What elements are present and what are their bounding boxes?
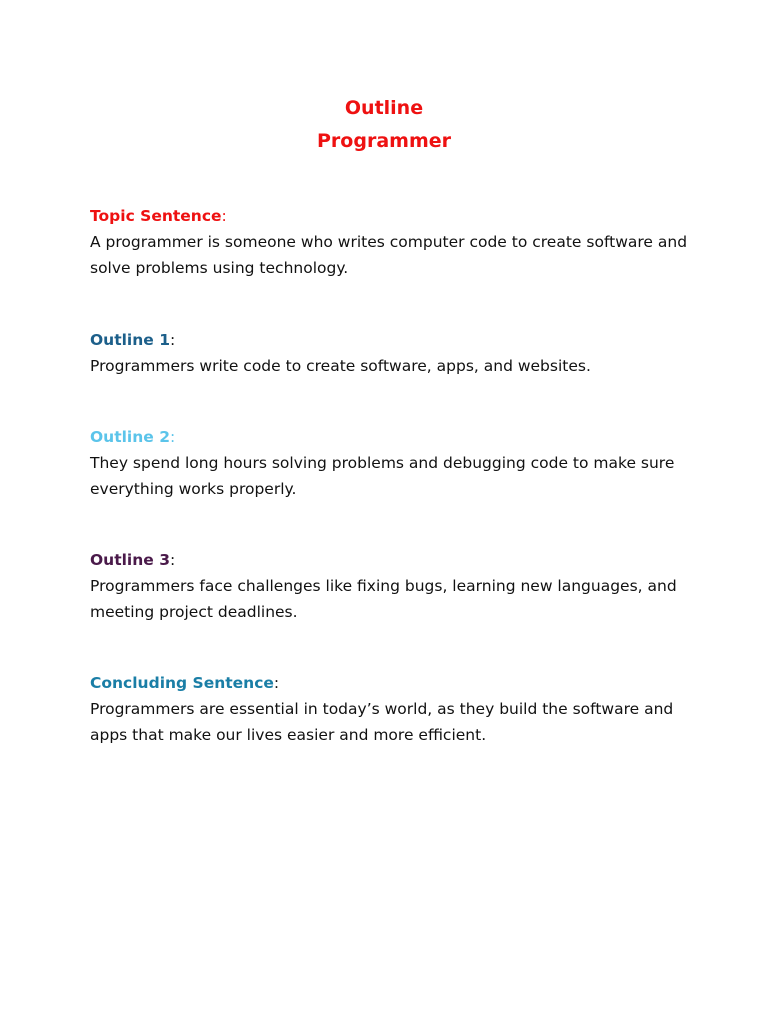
heading-colon: : [221,207,227,225]
section-body: Programmers write code to create software, apps, and websites. [90,357,591,375]
section-heading: Outline 1 [90,331,170,349]
document-title [0,92,768,158]
section-body: A programmer is someone who writes computer code to create software and solve problems using technology. [90,233,688,277]
title-outline: Outline [344,97,424,119]
section-heading: Outline 2 [90,428,170,446]
section-body: Programmers are essential in today’s world, as they build the software and apps that make our lives easier and more efficient. [90,700,674,744]
heading-colon: : [273,674,280,692]
section-body: Programmers face challenges like fixing bugs, learning new languages, and meeting project deadlines. [90,577,677,621]
title-programmer: Programmer [317,130,451,152]
section-concluding-sentence [90,670,690,748]
section-heading: Topic Sentence [90,207,222,225]
section-heading: Concluding Sentence [90,674,274,692]
section-outline-1 [90,327,690,379]
heading-colon: : [169,551,176,569]
heading-colon: : [169,331,176,349]
section-outline-2 [90,424,690,502]
section-heading: Outline 3 [90,551,170,569]
section-body: They spend long hours solving problems and debugging code to make sure everything works properly. [90,454,675,498]
section-outline-3 [90,547,690,625]
section-topic-sentence [90,203,690,281]
heading-colon: : [169,428,176,446]
